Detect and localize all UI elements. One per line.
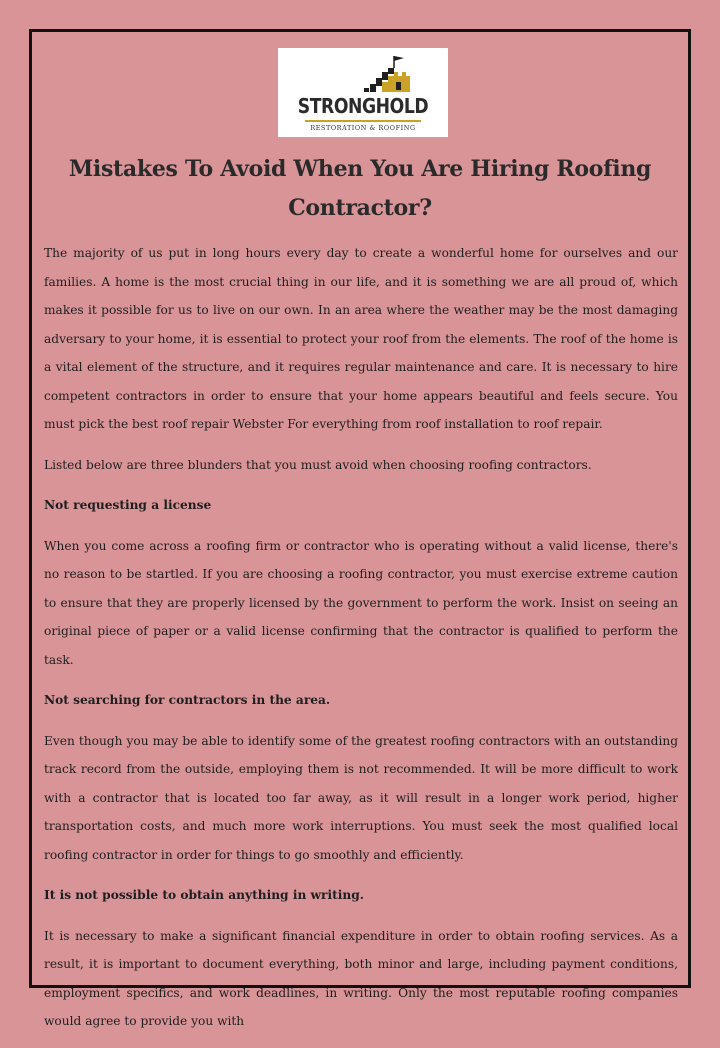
article-body xyxy=(44,239,678,1048)
section-body-license: When you come across a roofing firm or contractor who is operating without a valid license, there's no reason to be startled. If you are choosing a roofing contractor, you must exercise extreme caution to ensure that they are properly licensed by the government to perform the work. Insist on seeing an original piece of paper or a valid license confirming that the contractor is qualified to perform the task. xyxy=(44,538,678,667)
intro-paragraph: The majority of us put in long hours every day to create a wonderful home for ourselves and our families. A home is the most crucial thing in our life, and it is something we are all proud of, which makes it possible for us to live on our own. In an area where the weather may be the most damaging adversary to your home, it is essential to protect your roof from the elements. The roof of the home is a vital element of the structure, and it requires regular maintenance and care. It is necessary to hire competent contractors in order to ensure that your home appears beautiful and feels secure. You must pick the best roof repair Webster For everything from roof installation to roof repair. xyxy=(44,246,678,431)
brand-tagline: RESTORATION & ROOFING xyxy=(310,124,416,132)
brand-divider xyxy=(305,120,421,122)
section-heading-writing: It is not possible to obtain anything in writing. xyxy=(44,888,364,902)
section-body-writing: It is necessary to make a significant financial expenditure in order to obtain roofing services. As a result, it is important to document everything, both minor and large, including payment conditions, employment specifics, and work deadlines, in writing. Only the most reputable roofing companies would agree to provide you with xyxy=(44,928,678,1028)
listed-paragraph: Listed below are three blunders that you must avoid when choosing roofing contractors. xyxy=(44,457,592,472)
document-frame xyxy=(29,29,691,1028)
stronghold-logo xyxy=(278,48,448,137)
section-heading-local: Not searching for contractors in the area. xyxy=(44,693,331,707)
section-body-local: Even though you may be able to identify some of the greatest roofing contractors with an outstanding track record from the outside, employing them is not recommended. It will be more difficult to work with a contractor that is located too far away, as it will result in a longer work period, higher transportation costs, and much more work interruptions. You must seek the most qualified local roofing contractor in order for things to go smoothly and efficiently. xyxy=(44,733,678,862)
brand-name: STRONGHOLD xyxy=(297,94,429,118)
article-title: Mistakes To Avoid When You Are Hiring Roofing Contractor? xyxy=(68,156,652,221)
section-heading-license: Not requesting a license xyxy=(44,498,212,512)
